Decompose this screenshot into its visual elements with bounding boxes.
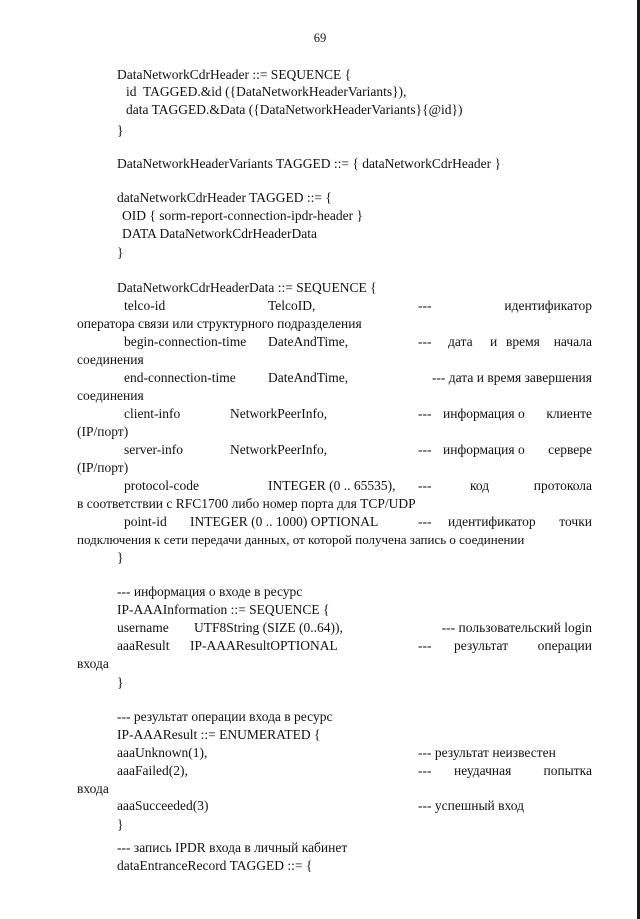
field-name: username xyxy=(117,620,169,635)
code-line: dataNetworkCdrHeader TAGGED ::= { xyxy=(117,190,332,205)
comment-word: протокола xyxy=(533,478,592,493)
comment-dashes: --- xyxy=(418,478,432,493)
code-line: DATA DataNetworkCdrHeaderData xyxy=(122,226,317,241)
comment-word: о xyxy=(518,406,525,421)
code-line: dataEntranceRecord TAGGED ::= { xyxy=(117,858,313,873)
closing-brace: } xyxy=(117,550,124,565)
closing-brace: } xyxy=(117,817,124,832)
field-type: INTEGER (0 .. 1000) OPTIONAL xyxy=(190,514,379,529)
comment-continuation: входа xyxy=(77,781,109,796)
comment-dashes: --- xyxy=(418,298,432,313)
field-name: protocol-code xyxy=(124,478,199,493)
code-line: IP-AAAResult ::= ENUMERATED { xyxy=(117,727,321,742)
section-comment: --- результат операции входа в ресурс xyxy=(117,709,333,724)
comment-word: идентификатор xyxy=(504,298,592,313)
field-name: point-id xyxy=(124,514,167,529)
comment-continuation: соединения xyxy=(77,388,144,403)
field-name: telco-id xyxy=(124,298,166,313)
comment-dashes: --- xyxy=(418,763,432,778)
field-type: IP-AAAResultOPTIONAL xyxy=(190,638,338,653)
comment-text: --- дата и время завершения xyxy=(431,370,592,385)
comment-word: дата xyxy=(448,334,473,349)
code-line: OID { sorm-report-connection-ipdr-header } xyxy=(122,208,363,223)
comment-dashes: --- xyxy=(418,406,432,421)
comment-text: --- успешный вход xyxy=(418,798,524,813)
comment-word: информация xyxy=(443,406,515,421)
enum-item: aaaUnknown(1), xyxy=(117,745,208,760)
field-name: end-connection-time xyxy=(124,370,236,385)
section-comment: --- запись IPDR входа в личный кабинет xyxy=(117,840,348,855)
comment-continuation: оператора связи или структурного подразделения xyxy=(77,316,362,331)
comment-continuation: (IP/порт) xyxy=(77,424,129,439)
comment-continuation: в соответствии с RFC1700 либо номер порта для TCP/UDP xyxy=(77,496,416,511)
enum-item: aaaSucceeded(3) xyxy=(117,798,209,813)
field-name: begin-connection-time xyxy=(124,334,247,349)
page-number: 69 xyxy=(313,31,327,45)
comment-continuation: (IP/порт) xyxy=(77,460,129,475)
closing-brace: } xyxy=(117,675,124,690)
closing-brace: } xyxy=(117,245,124,260)
field-name: client-info xyxy=(124,406,181,421)
code-line: data TAGGED.&Data ({DataNetworkHeaderVariants}{@id}) xyxy=(126,102,463,117)
code-line: DataNetworkHeaderVariants TAGGED ::= { dataNetworkCdrHeader } xyxy=(117,156,501,171)
comment-continuation: входа xyxy=(77,656,109,671)
field-name: aaaResult xyxy=(117,638,170,653)
enum-item: aaaFailed(2), xyxy=(117,763,188,778)
comment-word: информация xyxy=(443,442,515,457)
field-type: NetworkPeerInfo, xyxy=(230,442,328,457)
comment-word: код xyxy=(470,478,490,493)
closing-brace: } xyxy=(117,123,124,138)
comment-dashes: --- xyxy=(418,638,432,653)
comment-text: --- пользовательский login xyxy=(441,620,592,635)
comment-word: клиенте xyxy=(546,406,592,421)
code-line: IP-AAAInformation ::= SEQUENCE { xyxy=(117,602,330,617)
comment-continuation: соединения xyxy=(77,352,144,367)
field-type: NetworkPeerInfo, xyxy=(230,406,328,421)
field-type: DateAndTime, xyxy=(268,370,349,385)
comment-word: начала xyxy=(553,334,592,349)
comment-text: --- результат неизвестен xyxy=(418,745,556,760)
code-line: DataNetworkCdrHeader ::= SEQUENCE { xyxy=(117,67,352,82)
comment-word: идентификатор xyxy=(448,514,536,529)
comment-word: попытка xyxy=(543,763,592,778)
comment-word: неудачная xyxy=(454,763,512,778)
field-type: UTF8String (SIZE (0..64)), xyxy=(194,620,343,635)
field-type: TelcoID, xyxy=(268,298,316,313)
section-comment: --- информация о входе в ресурс xyxy=(117,584,303,599)
code-line: DataNetworkCdrHeaderData ::= SEQUENCE { xyxy=(117,280,377,295)
comment-word: точки xyxy=(559,514,592,529)
comment-dashes: --- xyxy=(418,442,432,457)
field-type: DateAndTime, xyxy=(268,334,349,349)
comment-dashes: --- xyxy=(418,514,432,529)
code-line: id TAGGED.&id ({DataNetworkHeaderVariants}), xyxy=(126,84,407,99)
comment-dashes: --- xyxy=(418,334,432,349)
comment-word: и xyxy=(490,334,498,349)
comment-word: сервере xyxy=(548,442,592,457)
comment-continuation: подключения к сети передачи данных, от которой получена запись о соединении xyxy=(77,532,525,547)
field-name: server-info xyxy=(124,442,183,457)
comment-word: операции xyxy=(537,638,592,653)
field-type: INTEGER (0 .. 65535), xyxy=(268,478,396,493)
comment-word: о xyxy=(518,442,525,457)
comment-word: время xyxy=(506,334,540,349)
comment-word: результат xyxy=(454,638,509,653)
